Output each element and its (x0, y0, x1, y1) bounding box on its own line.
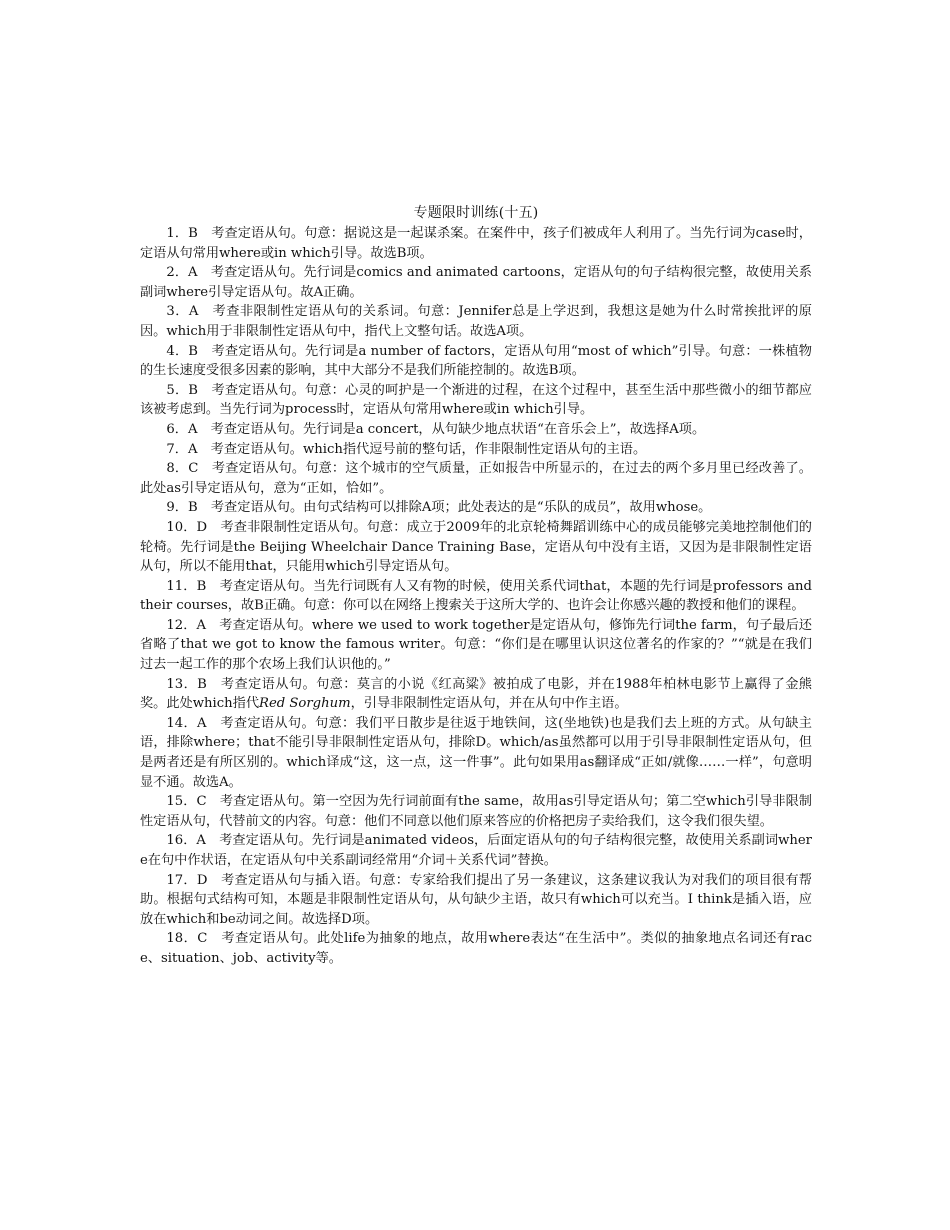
answer-item-18: 18．C 考查定语从句。此处life为抽象的地点，故用where表达“在生活中”。类似的抽象地点名词还有race、situation、job、activity等。 (140, 931, 812, 966)
answer-item-7: 7．A 考查定语从句。which指代逗号前的整句话，作非限制性定语从句的主语。 (166, 441, 647, 457)
answer-item-14: 14．A 考查定语从句。句意：我们平日散步是往返于地铁间，这(坐地铁)也是我们去上班的方式。从句缺主语，排除where；that不能引导非限制性定语从句，排除D。which/as虽然都可以用于引导非限制性定语从句，但是两者还是有所区别的。which译成“这，这一点，这一件事”。此句如果用as翻译成“正如/就像……一样”，句意明显不通。故选A。 (140, 715, 812, 790)
answer-item-17: 17．D 考查定语从句与插入语。句意：专家给我们提出了另一条建议，这条建议我认为对我们的项目很有帮助。根据句式结构可知，本题是非限制性定语从句，从句缺少主语，故只有which可以充当。I think是插入语，应放在which和be动词之间。故选择D项。 (140, 872, 812, 927)
answer-item-6: 6．A 考查定语从句。先行词是a concert，从句缺少地点状语“在音乐会上”，故选择A项。 (166, 421, 706, 437)
answer-item-10: 10．D 考查非限制性定语从句。句意：成立于2009年的北京轮椅舞蹈训练中心的成员能够完美地控制他们的轮椅。先行词是the Beijing Wheelchair Dance Training Base，定语从句中没有主语，又因为是非限制性定语从句，所以不能用that，只能用which引导定语从句。 (140, 519, 812, 575)
answer-item-15: 15．C 考查定语从句。第一空因为先行词前面有the same，故用as引导定语从句；第二空which引导非限制性定语从句，代替前文的内容。句意：他们不同意以他们原来答应的价格把房子卖给我们，这令我们很失望。 (140, 794, 812, 829)
answer-item-11: 11．B 考查定语从句。当先行词既有人又有物的时候，使用关系代词that，本题的先行词是professors and their courses，故B正确。句意：你可以在网络上搜索关于这所大学的、也许会让你感兴趣的教授和他们的课程。 (140, 578, 812, 614)
answer-item-3: 3．A 考查非限制性定语从句的关系词。句意：Jennifer总是上学迟到，我想这是她为什么时常挨批评的原因。which用于非限制性定语从句中，指代上文整句话。故选A项。 (140, 304, 812, 339)
answer-item-13: 13．B 考查定语从句。句意：莫言的小说《红高粱》被拍成了电影，并在1988年柏林电影节上赢得了金熊奖。此处which指代Red Sorghum，引导非限制性定语从句，并在从句中作主语。 (140, 676, 812, 712)
document-title: 专题限时训练(十五) (413, 205, 539, 221)
answer-item-4: 4．B 考查定语从句。先行词是a number of factors，定语从句用“most of which”引导。句意：一株植物的生长速度受很多因素的影响，其中大部分不是我们所能控制的。故选B项。 (140, 343, 812, 379)
answer-item-9: 9．B 考查定语从句。由句式结构可以排除A项；此处表达的是“乐队的成员”，故用whose。 (166, 500, 712, 516)
answer-item-1: 1．B 考查定语从句。句意：据说这是一起谋杀案。在案件中，孩子们被成年人利用了。当先行词为case时，定语从句常用where或in which引导。故选B项。 (140, 226, 812, 261)
answer-item-16: 16．A 考查定语从句。先行词是animated videos，后面定语从句的句子结构很完整，故使用关系副词where在句中作状语，在定语从句中关系副词经常用“介词＋关系代词”替换。 (140, 833, 812, 868)
answer-item-8: 8．C 考查定语从句。句意：这个城市的空气质量，正如报告中所显示的，在过去的两个多月里已经改善了。此处as引导定语从句，意为“正如，恰如”。 (140, 461, 812, 496)
answer-list (140, 224, 812, 969)
answer-item-2: 2．A 考查定语从句。先行词是comics and animated cartoons，定语从句的句子结构很完整，故使用关系副词where引导定语从句。故A正确。 (140, 265, 812, 300)
answer-item-5: 5．B 考查定语从句。句意：心灵的呵护是一个渐进的过程，在这个过程中，甚至生活中那些微小的细节都应该被考虑到。当先行词为process时，定语从句常用where或in which引导。 (140, 382, 812, 418)
novel-title: Red Sorghum (259, 696, 351, 712)
answer-item-12: 12．A 考查定语从句。where we used to work together是定语从句，修饰先行词the farm，句子最后还省略了that we got to know the famous writer。句意：“你们是在哪里认识这位著名的作家的？”“就是在我们过去一起工作的那个农场上我们认识他的。” (140, 617, 812, 673)
document-page (140, 204, 812, 969)
